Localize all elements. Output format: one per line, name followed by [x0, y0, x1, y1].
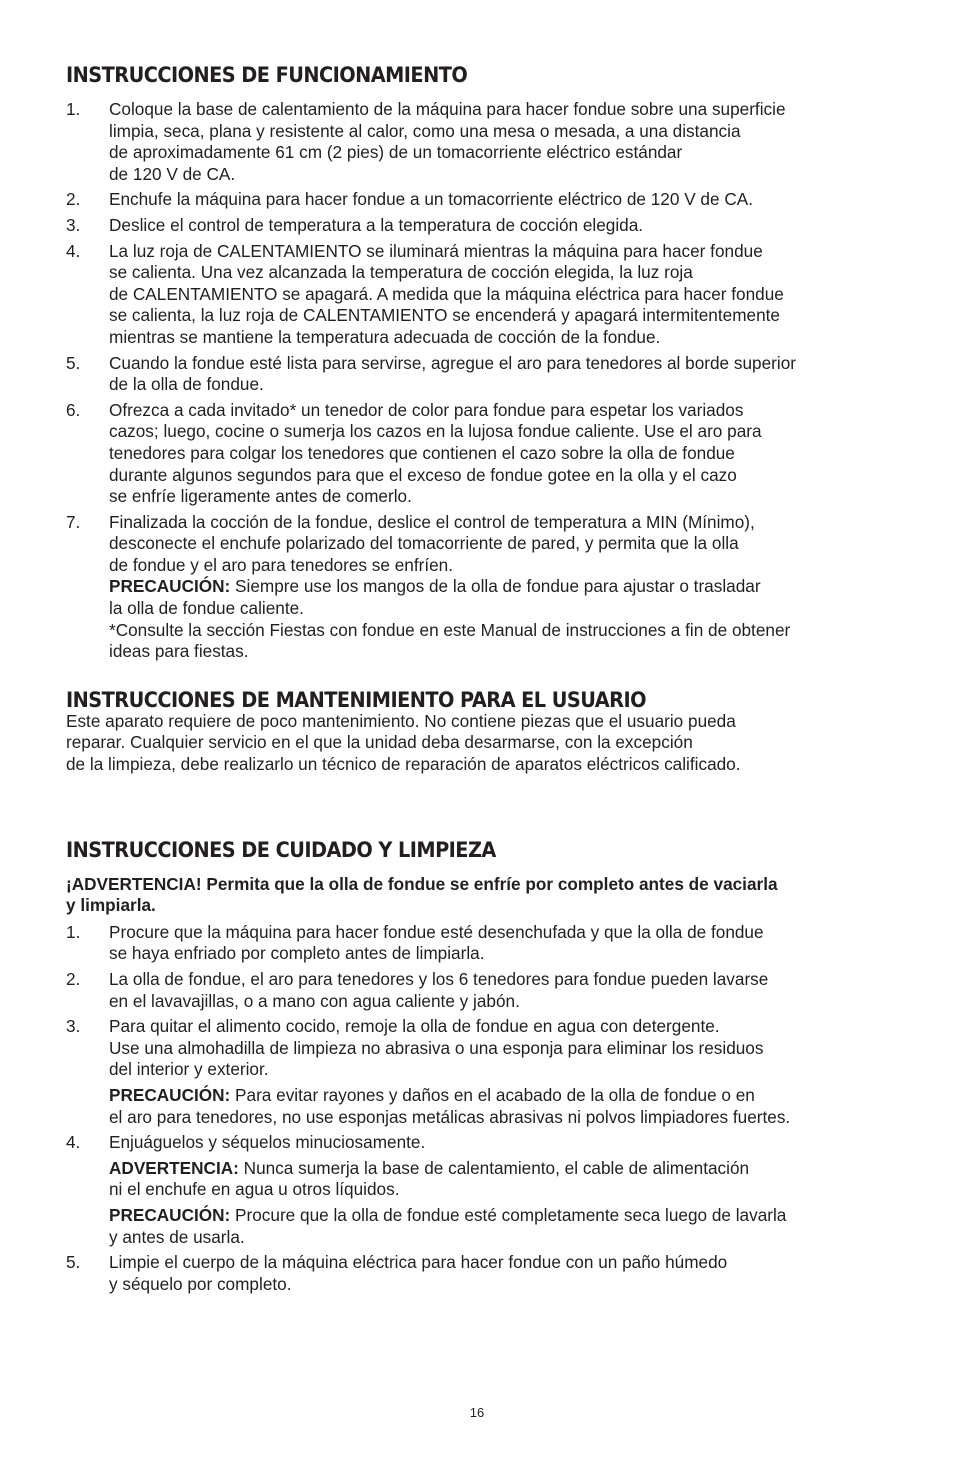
section-title-operation: INSTRUCCIONES DE FUNCIONAMIENTO [66, 63, 468, 87]
step-text-line: La luz roja de CALENTAMIENTO se iluminará mientras la máquina para hacer fondue [109, 240, 763, 261]
caution-label: PRECAUCIÓN: [109, 1084, 231, 1105]
step-text-line: Coloque la base de calentamiento de la máquina para hacer fondue sobre una superficie [109, 99, 786, 119]
caution-text: Procure que la olla de fondue esté completamente seca luego de lavarla [230, 1204, 787, 1225]
care-warning [66, 874, 892, 917]
caution-line [109, 576, 892, 598]
step-number: 7. [66, 511, 81, 532]
step-text-line: se calienta, la luz roja de CALENTAMIENTO se encenderá y apagará intermitentemente [109, 305, 780, 326]
care-step-1 [66, 922, 892, 965]
care-step-5 [66, 1252, 892, 1295]
step-text-line: se enfríe ligeramente antes de comerlo. [109, 486, 412, 507]
caution-line [109, 1205, 892, 1227]
maintenance-section [66, 685, 892, 776]
manual-page [66, 60, 892, 1299]
step-text-line: y séquelo por completo. [109, 1273, 292, 1294]
warning-label: ADVERTENCIA: [109, 1157, 239, 1178]
page-number: 16 [469, 1405, 485, 1420]
operation-step-6 [66, 400, 892, 508]
operation-steps-list [66, 99, 892, 663]
step-text-line: Enjuáguelos y séquelos minuciosamente. [109, 1132, 426, 1153]
paragraph-line: Este aparato requiere de poco mantenimiento. No contiene piezas que el usuario pueda [66, 710, 736, 731]
paragraph-line: reparar. Cualquier servicio en el que la unidad deba desarmarse, con la excepción [66, 732, 693, 753]
warning-block [109, 1158, 892, 1201]
operation-step-7 [66, 512, 892, 663]
caution-text: la olla de fondue caliente. [109, 598, 304, 619]
warning-line [109, 1158, 892, 1180]
section-title-maintenance: INSTRUCCIONES DE MANTENIMIENTO PARA EL USUARIO [66, 687, 647, 712]
step-text-line: de aproximadamente 61 cm (2 pies) de un tomacorriente eléctrico estándar [109, 142, 683, 163]
care-step-3 [66, 1016, 892, 1128]
warning-line: ¡ADVERTENCIA! Permita que la olla de fondue se enfríe por completo antes de vaciarla [66, 873, 778, 894]
note-text: *Consulte la sección Fiestas con fondue en este Manual de instrucciones a fin de obtener [109, 619, 791, 640]
care-steps-list [66, 922, 892, 1296]
step-number: 3. [66, 214, 81, 235]
step-text-line: desconecte el enchufe polarizado del tomacorriente de pared, y permita que la olla [109, 533, 739, 554]
step-text-line: se calienta. Una vez alcanzada la temperatura de cocción elegida, la luz roja [109, 262, 693, 283]
step-text-line: limpia, seca, plana y resistente al calor, como una mesa o mesada, a una distancia [109, 120, 741, 141]
step-text-line: mientras se mantiene la temperatura adecuada de cocción de la fondue. [109, 326, 661, 347]
maintenance-paragraph [66, 711, 892, 776]
step-number: 5. [66, 352, 81, 373]
caution-label: PRECAUCIÓN: [109, 1204, 231, 1225]
step-text-line: La olla de fondue, el aro para tenedores y los 6 tenedores para fondue pueden lavarse [109, 969, 769, 989]
step-number: 2. [66, 189, 81, 210]
step-text-line: Finalizada la cocción de la fondue, deslice el control de temperatura a MIN (Mínimo), [109, 511, 755, 532]
step-text-line: Ofrezca a cada invitado* un tenedor de color para fondue para espetar los variados [109, 399, 744, 420]
step-text-line: Para quitar el alimento cocido, remoje la olla de fondue en agua con detergente. [109, 1016, 720, 1037]
caution-text: y antes de usarla. [109, 1226, 245, 1247]
step-text-line: se haya enfriado por completo antes de limpiarla. [109, 943, 485, 964]
step-text-line: Deslice el control de temperatura a la temperatura de cocción elegida. [109, 214, 644, 235]
step-text-line: Limpie el cuerpo de la máquina eléctrica para hacer fondue con un paño húmedo [109, 1252, 728, 1273]
operation-step-3 [66, 215, 892, 237]
step-number: 6. [66, 399, 81, 420]
step-text-line: Procure que la máquina para hacer fondue esté desenchufada y que la olla de fondue [109, 921, 764, 942]
caution-block [109, 1085, 892, 1128]
step-text-line: cazos; luego, cocine o sumerja los cazos en la lujosa fondue caliente. Use el aro para [109, 421, 762, 442]
warning-line: y limpiarla. [66, 895, 156, 916]
note-text: ideas para fiestas. [109, 641, 249, 662]
caution-text: el aro para tenedores, no use esponjas metálicas abrasivas ni polvos limpiadores fuertes. [109, 1106, 791, 1127]
operation-step-4 [66, 241, 892, 349]
step-text-line: tenedores para colgar los tenedores que contienen el cazo sobre la olla de fondue [109, 442, 735, 463]
care-step-4 [66, 1132, 892, 1248]
warning-text: Nunca sumerja la base de calentamiento, el cable de alimentación [238, 1157, 750, 1178]
step-number: 1. [66, 921, 81, 942]
paragraph-line: de la limpieza, debe realizarlo un técnico de reparación de aparatos eléctricos calificado. [66, 754, 741, 775]
step-number: 5. [66, 1252, 81, 1273]
warning-text: ni el enchufe en agua u otros líquidos. [109, 1179, 400, 1200]
caution-block [109, 1205, 892, 1248]
step-text-line: del interior y exterior. [109, 1059, 269, 1080]
caution-text: Para evitar rayones y daños en el acabado de la olla de fondue o en [230, 1084, 755, 1105]
operation-step-1 [66, 99, 892, 185]
caution-text: Siempre use los mangos de la olla de fondue para ajustar o trasladar [230, 576, 761, 597]
step-text-line: de fondue y el aro para tenedores se enfríen. [109, 554, 453, 575]
section-title-care: INSTRUCCIONES DE CUIDADO Y LIMPIEZA [66, 837, 496, 862]
step-number: 1. [66, 99, 81, 119]
step-text-line: de 120 V de CA. [109, 163, 236, 184]
step-text-line: Use una almohadilla de limpieza no abrasiva o una esponja para eliminar los residuos [109, 1037, 764, 1058]
caution-line [109, 1085, 892, 1107]
step-text-line: durante algunos segundos para que el exceso de fondue gotee en la olla y el cazo [109, 464, 737, 485]
care-section [66, 835, 892, 1296]
step-text-line: Enchufe la máquina para hacer fondue a un tomacorriente eléctrico de 120 V de CA. [109, 189, 753, 210]
step-number: 4. [66, 240, 81, 261]
step-text-line: de CALENTAMIENTO se apagará. A medida que la máquina eléctrica para hacer fondue [109, 283, 784, 304]
step-text-line: en el lavavajillas, o a mano con agua caliente y jabón. [109, 990, 520, 1011]
step-text-line: Cuando la fondue esté lista para servirse, agregue el aro para tenedores al borde superior [109, 352, 796, 373]
caution-label: PRECAUCIÓN: [109, 576, 231, 597]
care-step-2 [66, 969, 892, 1012]
step-number: 2. [66, 969, 81, 989]
operation-step-5 [66, 353, 892, 396]
operation-step-2 [66, 189, 892, 211]
step-number: 3. [66, 1016, 81, 1037]
step-text-line: de la olla de fondue. [109, 374, 264, 395]
step-number: 4. [66, 1132, 81, 1153]
